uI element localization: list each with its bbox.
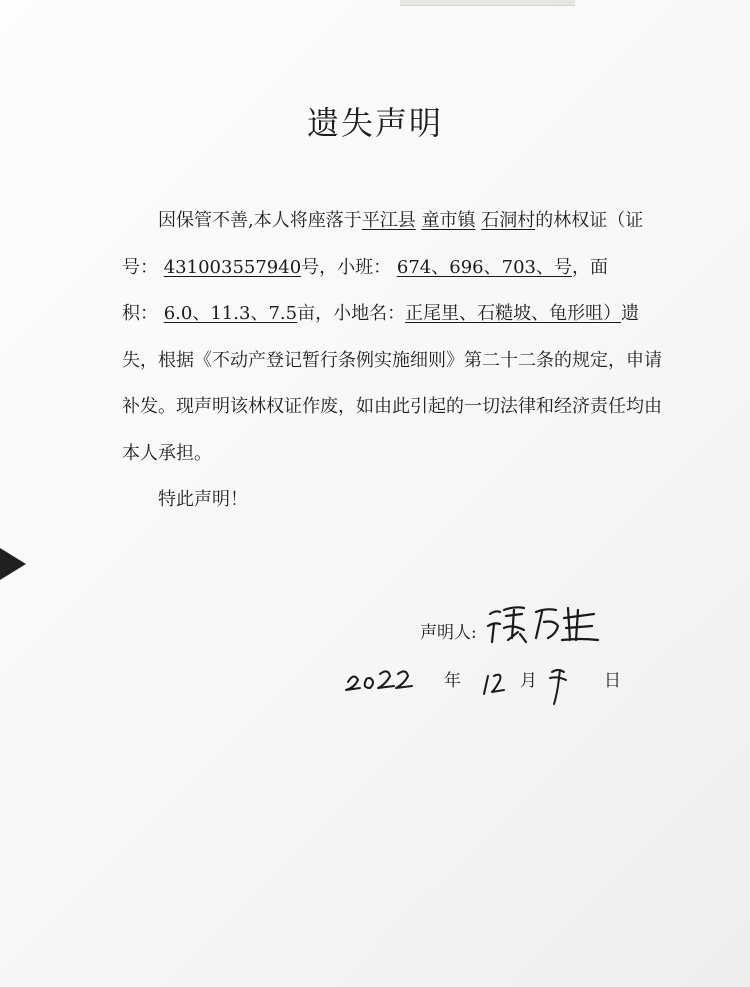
handwritten-date <box>340 658 640 718</box>
page-title: 遗失声明 <box>306 104 443 142</box>
town-value: 童市镇 <box>421 210 476 231</box>
paper-tab <box>400 0 575 6</box>
year-label: 年 <box>444 671 461 691</box>
declarant-label: 声明人: <box>420 623 477 643</box>
county-value: 平江县 <box>361 210 416 231</box>
text-segment: 号，小班： <box>301 256 392 278</box>
closing-line: 特此声明！ <box>158 489 248 510</box>
text-segment: 亩，小地名： <box>297 303 406 324</box>
village-value: 石洞村 <box>481 210 536 231</box>
certificate-number: 431003557940 <box>163 256 302 278</box>
day-label: 日 <box>604 671 621 691</box>
plot-numbers: 674、696、703、号 <box>396 256 572 278</box>
text-segment: 因保管不善,本人将座落于 <box>158 210 362 231</box>
month-label: 月 <box>520 671 537 691</box>
text-segment: 遗失，根据《不动产登记暂行条例实施细则》第二十二条的规定，申请补发。现声明该林权证作废，如由此引起的一切法律和经济责任均由本人承担。 <box>122 303 662 464</box>
text-segment: 的林权证（证号： <box>122 210 644 278</box>
edge-mark <box>0 548 26 580</box>
text-segment: ，面积： <box>122 256 608 324</box>
place-names: 正尾里、石糙坡、龟形咀） <box>405 303 622 324</box>
statement-body <box>122 198 662 524</box>
area-values: 6.0、11.3、7.5 <box>163 303 298 324</box>
statement-paragraph <box>122 198 662 477</box>
handwritten-signature <box>484 600 604 650</box>
